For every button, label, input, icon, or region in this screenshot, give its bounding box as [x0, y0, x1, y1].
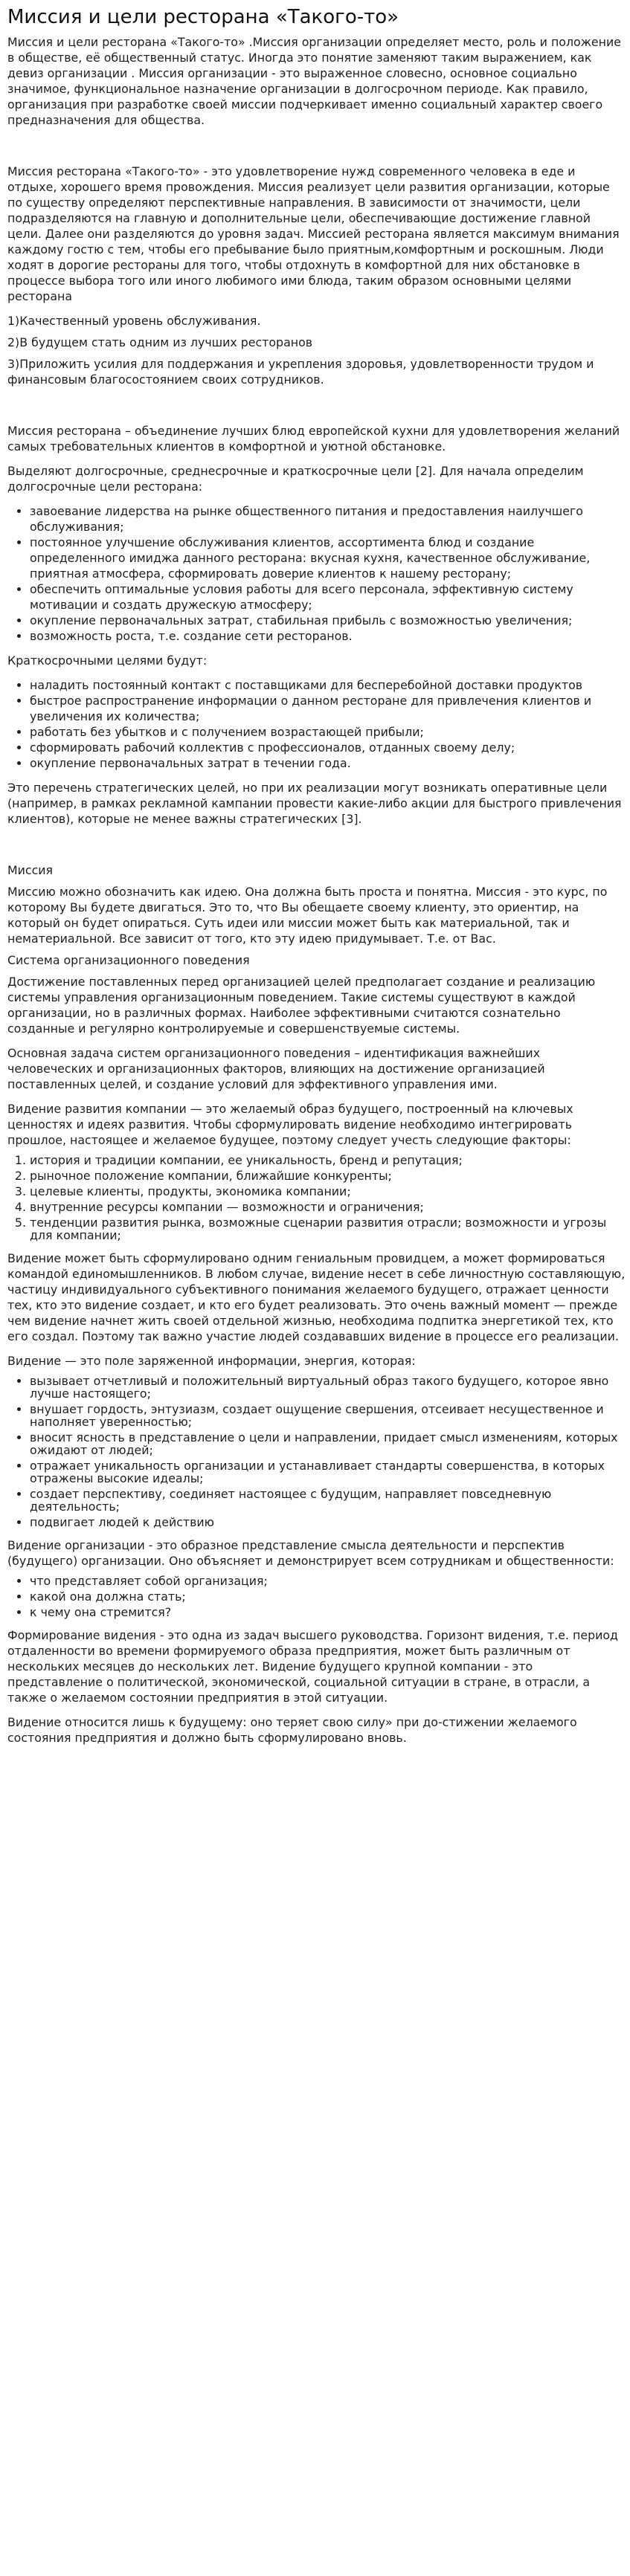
list-item: • обеспечить оптимальные условия работы для всего персонала, эффективную систему мотивации и создать дружескую атмосферу;	[30, 581, 626, 613]
list-item: • подвигает людей к действию	[30, 1516, 626, 1529]
paragraph-org-behavior-task: Основная задача систем организационного поведения – идентификация важнейших человеческих и организационных факторов, влияющих на достижение организацией поставленных целей, и создание условий для эффективного управления ими.	[7, 1046, 545, 1091]
list-item: • внушает гордость, энтузиазм, создает ощущение свершения, отсеивает несущественное и наполняет уверенностью;	[30, 1403, 626, 1428]
paragraph-vision-forming: Формирование видения - это одна из задач высшего руководства. Горизонт видения, т.е. период отдаленности во времени формируемого образа предприятия, может быть различным от нескольких месяцев до нескольких лет. Видение будущего крупной компании - это представление о политической, экономической, социальной ситуации в стране, в отрасли, а также о желаемом состоянии предприятия в этой ситуации.	[7, 1628, 618, 1705]
longterm-goals-list	[7, 503, 626, 644]
list-item: • быстрое распространение информации о данном ресторане для привлечения клиентов и увеличения их количества;	[30, 693, 626, 724]
list-item: • работать без убытков и с получением возрастающей прибыли;	[30, 724, 626, 740]
paragraph-shortterm-intro: Краткосрочными целями будут:	[7, 653, 208, 668]
list-item: 3. целевые клиенты, продукты, экономика компании;	[30, 1185, 626, 1198]
paragraph-vision: Видение развития компании — это желаемый образ будущего, построенный на ключевых ценностях и идеях развития. Чтобы сформулировать видение необходимо интегрировать прошлое, настоящее и желаемое будущее, поэтому следует учесть следующие факторы:	[7, 1102, 573, 1147]
paragraph-vision-formulation: Видение может быть сформулировано одним гениальным провидцем, а может формироваться командой единомышленников. В любом случае, видение несет в себе личностную составляющую, частицу индивидуального субъективного понимания желаемого будущего, отражает ценности тех, кто это видение создает, и кто его будет реализовать. Это очень важный момент — прежде чем видение начнет жить своей отдельной жизнью, необходима подпитка энергетикой тех, кто его создал. Поэтому так важно участие людей создававших видение в процессе его реализации.	[7, 1251, 626, 1343]
paragraph-mission-definition: Миссия и цели ресторана «Такого-то» .Миссия организации определяет место, роль и положение в обществе, её общественный статус. Иногда это понятие заменяют таким выражением, как девиз организации . Миссия организации - это выраженное словесно, основное социально значимое, функциональное назначение организации в долгосрочном периоде. Как правило, организация при разработке своей миссии подчеркивает именно социальный характер своего предназначения для общества.	[7, 35, 621, 127]
paragraph-restaurant-mission: Миссия ресторана «Такого-то» - это удовлетворение нужд современного человека в еде и отдыхе, хорошего время провождения. Миссия реализует цели развития организации, которые по существу определяют перспективные направления. В зависимости от значимости, цели подразделяются на главную и дополнительные цели, обеспечивающие достижение главной цели. Далее они разделяются до уровня задач. Миссией ресторана является максимум внимания каждому гостю с тем, чтобы его пребывание было приятным,комфортным и роскошным. Люди ходят в дорогие рестораны для того, чтобы отдохнуть в комфортной для них обстановке в процессе выбора того или иного любимого ими блюда, таким образом основными целями ресторана	[7, 164, 620, 303]
list-item: • вызывает отчетливый и положительный виртуальный образ такого будущего, которое явно лучше настоящего;	[30, 1375, 626, 1400]
paragraph-org-vision: Видение организации - это образное представление смысла деятельности и перспектив (будущего) организации. Оно объясняет и демонстрирует всем сотрудникам и общественности:	[7, 1538, 614, 1568]
paragraph-org-behavior: Достижение поставленных перед организацией целей предполагает создание и реализацию системы управления организационным поведением. Такие системы существуют в каждой организации, но в различных формах. Наиболее эффективными считаются сознательно созданные и регулярно контролируемые и совершенствуемые системы.	[7, 975, 596, 1036]
list-item: 5. тенденции развития рынка, возможные сценарии развития отрасли; возможности и угрозы для компании;	[30, 1216, 626, 1242]
list-item: • создает перспективу, соединяет настоящее с будущим, направляет повседневную деятельность;	[30, 1488, 626, 1513]
paragraph-strategic: Это перечень стратегических целей, но при их реализации могут возникать оперативные цели (например, в рамках рекламной кампании провести какие-либо акции для быстрого привлечения клиентов), которые не менее важны стратегических [3].	[7, 781, 622, 826]
page-title: Миссия и цели ресторана «Такого-то»	[7, 6, 399, 28]
list-item: 4. внутренние ресурсы компании — возможности и ограничения;	[30, 1201, 626, 1213]
heading-org-behavior: Система организационного поведения	[7, 953, 250, 967]
heading-mission: Миссия	[7, 863, 54, 877]
paragraph-vision-future: Видение относится лишь к будущему: оно теряет свою силу» при до-стижении желаемого состояния предприятия и должно быть сформулировано вновь.	[7, 1715, 577, 1745]
paragraph-restaurant-mission-short: Миссия ресторана – объединение лучших блюд европейской кухни для удовлетворения желаний самых требовательных клиентов в комфортной и уютной обстановке.	[7, 424, 620, 453]
paragraph-vision-energy: Видение — это поле заряженной информации, энергия, которая:	[7, 1354, 416, 1368]
goal-3: 3)Приложить усилия для поддержания и укрепления здоровья, удовлетворенности трудом и финансовым благосостоянием своих сотрудников.	[7, 357, 594, 387]
list-item: • окупление первоначальных затрат, стабильная прибыль с возможностью увеличения;	[30, 613, 626, 628]
vision-energy-list	[7, 1375, 626, 1529]
shortterm-goals-list	[7, 677, 626, 771]
list-item: • отражает уникальность организации и устанавливает стандарты совершенства, в которых отражены высокие идеалы;	[30, 1459, 626, 1485]
goal-2: 2)В будущем стать одним из лучших ресторанов	[7, 335, 313, 349]
list-item: • возможность роста, т.е. создание сети ресторанов.	[30, 628, 626, 644]
list-item: • наладить постоянный контакт с поставщиками для бесперебойной доставки продуктов	[30, 677, 626, 693]
goal-1: 1)Качественный уровень обслуживания.	[7, 314, 261, 328]
vision-factors-list	[7, 1154, 626, 1242]
list-item: • вносит ясность в представление о цели и направлении, придает смысл изменениям, которых ожидают от людей;	[30, 1431, 626, 1456]
list-item: • что представляет собой организация;	[30, 1575, 626, 1587]
list-item: • какой она должна стать;	[30, 1590, 626, 1603]
list-item: • постоянное улучшение обслуживания клиентов, ассортимента блюд и создание определенного имиджа данного ресторана: вкусная кухня, качественное обслуживание, приятная атмосфера, сформировать доверие клиентов к нашему ресторану;	[30, 535, 626, 581]
list-item: • сформировать рабочий коллектив с профессионалов, отданных своему делу;	[30, 740, 626, 755]
paragraph-goals-intro: Выделяют долгосрочные, среднесрочные и краткосрочные цели [2]. Для начала определим долгосрочные цели ресторана:	[7, 464, 584, 494]
paragraph-mission-idea: Миссию можно обозначить как идею. Она должна быть проста и понятна. Миссия - это курс, по которому Вы будете двигаться. Это то, что Вы обещаете своему клиенту, это ориентир, на который он будет опираться. Суть идеи или миссии может быть как материальной, так и нематериальной. Все зависит от того, кто эту идею придумывает. Т.е. от Вас.	[7, 885, 608, 946]
list-item: • завоевание лидерства на рынке общественного питания и предоставления наилучшего обслуживания;	[30, 503, 626, 535]
list-item: • к чему она стремится?	[30, 1606, 626, 1618]
list-item: • окупление первоначальных затрат в течении года.	[30, 755, 626, 771]
list-item: 1. история и традиции компании, ее уникальность, бренд и репутация;	[30, 1154, 626, 1166]
vision-questions-list	[7, 1575, 626, 1618]
list-item: 2. рыночное положение компании, ближайшие конкуренты;	[30, 1169, 626, 1182]
